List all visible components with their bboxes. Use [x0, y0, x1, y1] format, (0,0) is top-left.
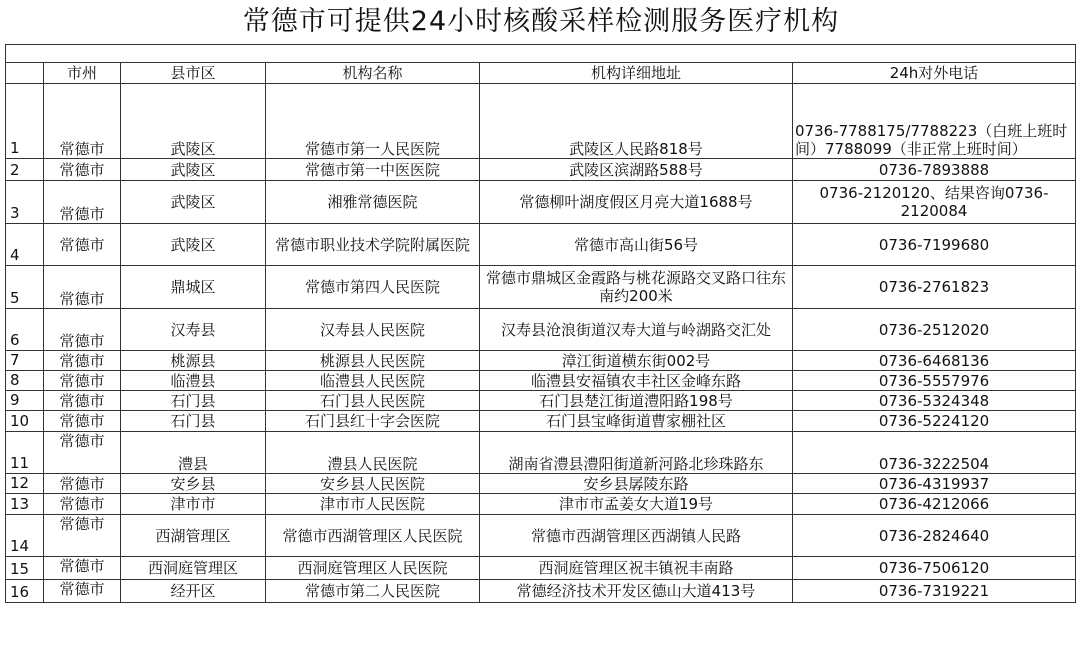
table-row [6, 474, 1076, 494]
row-number: 13 [6, 494, 44, 515]
table-row [6, 181, 1076, 224]
phone-cell: 0736-2824640 [793, 515, 1076, 557]
row-number: 15 [6, 557, 44, 580]
city-cell: 常德市 [44, 84, 121, 159]
table-row [6, 557, 1076, 580]
phone-cell: 0736-5224120 [793, 411, 1076, 432]
phone-cell: 0736-7788175/7788223（白班上班时间）7788099（非正常上班时间） [793, 84, 1076, 159]
row-number: 7 [6, 351, 44, 371]
phone-cell: 0736-7893888 [793, 159, 1076, 181]
city-cell: 常德市 [44, 181, 121, 224]
city-cell: 常德市 [44, 224, 121, 266]
district-cell: 西湖管理区 [121, 515, 266, 557]
row-number: 5 [6, 266, 44, 309]
hospital-name-cell: 西洞庭管理区人民医院 [266, 557, 480, 580]
table-row [6, 580, 1076, 603]
header-cell-no [6, 63, 44, 84]
hospital-name-cell: 石门县红十字会医院 [266, 411, 480, 432]
table-row [6, 351, 1076, 371]
district-cell: 临澧县 [121, 371, 266, 391]
address-cell: 石门县宝峰街道曹家棚社区 [480, 411, 793, 432]
district-cell: 汉寿县 [121, 309, 266, 351]
row-number: 11 [6, 432, 44, 474]
address-cell: 汉寿县沧浪街道汉寿大道与岭湖路交汇处 [480, 309, 793, 351]
row-number: 9 [6, 391, 44, 411]
table-row [6, 494, 1076, 515]
address-cell: 临澧县安福镇农丰社区金峰东路 [480, 371, 793, 391]
table-row [6, 84, 1076, 159]
row-number: 10 [6, 411, 44, 432]
table-row [6, 224, 1076, 266]
hospital-name-cell: 常德市第四人民医院 [266, 266, 480, 309]
spreadsheet [5, 0, 1077, 603]
address-cell: 常德市高山街56号 [480, 224, 793, 266]
address-cell: 常德柳叶湖度假区月亮大道1688号 [480, 181, 793, 224]
address-cell: 湖南省澧县澧阳街道新河路北珍珠路东 [480, 432, 793, 474]
address-cell: 漳江街道横东街002号 [480, 351, 793, 371]
district-cell: 武陵区 [121, 84, 266, 159]
row-number: 8 [6, 371, 44, 391]
district-cell: 经开区 [121, 580, 266, 603]
address-cell: 武陵区滨湖路588号 [480, 159, 793, 181]
district-cell: 武陵区 [121, 224, 266, 266]
hospital-table [5, 44, 1076, 603]
table-row [6, 309, 1076, 351]
hospital-name-cell: 常德市第一中医医院 [266, 159, 480, 181]
header-row [6, 63, 1076, 84]
address-cell: 常德市西湖管理区西湖镇人民路 [480, 515, 793, 557]
phone-cell: 0736-7506120 [793, 557, 1076, 580]
city-cell: 常德市 [44, 371, 121, 391]
blank-cell [6, 45, 1076, 63]
row-number: 16 [6, 580, 44, 603]
row-number: 6 [6, 309, 44, 351]
district-cell: 津市市 [121, 494, 266, 515]
phone-cell: 0736-2761823 [793, 266, 1076, 309]
hospital-name-cell: 津市市人民医院 [266, 494, 480, 515]
row-number: 2 [6, 159, 44, 181]
city-cell: 常德市 [44, 351, 121, 371]
hospital-name-cell: 常德市第一人民医院 [266, 84, 480, 159]
phone-cell: 0736-5324348 [793, 391, 1076, 411]
table-row [6, 371, 1076, 391]
district-cell: 武陵区 [121, 181, 266, 224]
district-cell: 西洞庭管理区 [121, 557, 266, 580]
phone-cell: 0736-2120120、结果咨询0736-2120084 [793, 181, 1076, 224]
phone-cell: 0736-4319937 [793, 474, 1076, 494]
address-cell: 津市市孟姜女大道19号 [480, 494, 793, 515]
district-cell: 石门县 [121, 391, 266, 411]
city-cell: 常德市 [44, 515, 121, 557]
table-row [6, 411, 1076, 432]
phone-cell: 0736-4212066 [793, 494, 1076, 515]
city-cell: 常德市 [44, 266, 121, 309]
phone-cell: 0736-7319221 [793, 580, 1076, 603]
address-cell: 常德市鼎城区金霞路与桃花源路交叉路口往东南约200米 [480, 266, 793, 309]
header-cell-district: 县市区 [121, 63, 266, 84]
address-cell: 武陵区人民路818号 [480, 84, 793, 159]
table-row [6, 391, 1076, 411]
header-cell-phone: 24h对外电话 [793, 63, 1076, 84]
city-cell: 常德市 [44, 494, 121, 515]
city-cell: 常德市 [44, 391, 121, 411]
header-cell-name: 机构名称 [266, 63, 480, 84]
table-row [6, 515, 1076, 557]
city-cell: 常德市 [44, 309, 121, 351]
address-cell: 石门县楚江街道澧阳路198号 [480, 391, 793, 411]
district-cell: 石门县 [121, 411, 266, 432]
phone-cell: 0736-6468136 [793, 351, 1076, 371]
hospital-name-cell: 安乡县人民医院 [266, 474, 480, 494]
hospital-name-cell: 澧县人民医院 [266, 432, 480, 474]
phone-cell: 0736-3222504 [793, 432, 1076, 474]
table-row [6, 266, 1076, 309]
hospital-name-cell: 桃源县人民医院 [266, 351, 480, 371]
sheet-title: 常德市可提供24小时核酸采样检测服务医疗机构 [242, 6, 840, 37]
row-number: 1 [6, 84, 44, 159]
hospital-name-cell: 常德市西湖管理区人民医院 [266, 515, 480, 557]
header-cell-address: 机构详细地址 [480, 63, 793, 84]
city-cell: 常德市 [44, 432, 121, 474]
table-row [6, 432, 1076, 474]
row-number: 14 [6, 515, 44, 557]
phone-cell: 0736-7199680 [793, 224, 1076, 266]
city-cell: 常德市 [44, 411, 121, 432]
header-cell-city: 市州 [44, 63, 121, 84]
city-cell: 常德市 [44, 557, 121, 580]
hospital-name-cell: 汉寿县人民医院 [266, 309, 480, 351]
address-cell: 西洞庭管理区祝丰镇祝丰南路 [480, 557, 793, 580]
table-body [6, 84, 1076, 603]
hospital-name-cell: 石门县人民医院 [266, 391, 480, 411]
blank-row [6, 45, 1076, 63]
row-number: 3 [6, 181, 44, 224]
table-row [6, 159, 1076, 181]
phone-cell: 0736-5557976 [793, 371, 1076, 391]
phone-cell: 0736-2512020 [793, 309, 1076, 351]
hospital-name-cell: 常德市职业技术学院附属医院 [266, 224, 480, 266]
district-cell: 鼎城区 [121, 266, 266, 309]
address-cell: 常德经济技术开发区德山大道413号 [480, 580, 793, 603]
hospital-name-cell: 临澧县人民医院 [266, 371, 480, 391]
row-number: 4 [6, 224, 44, 266]
row-number: 12 [6, 474, 44, 494]
city-cell: 常德市 [44, 580, 121, 603]
district-cell: 桃源县 [121, 351, 266, 371]
hospital-name-cell: 湘雅常德医院 [266, 181, 480, 224]
district-cell: 澧县 [121, 432, 266, 474]
city-cell: 常德市 [44, 474, 121, 494]
district-cell: 武陵区 [121, 159, 266, 181]
hospital-name-cell: 常德市第二人民医院 [266, 580, 480, 603]
address-cell: 安乡县孱陵东路 [480, 474, 793, 494]
district-cell: 安乡县 [121, 474, 266, 494]
city-cell: 常德市 [44, 159, 121, 181]
